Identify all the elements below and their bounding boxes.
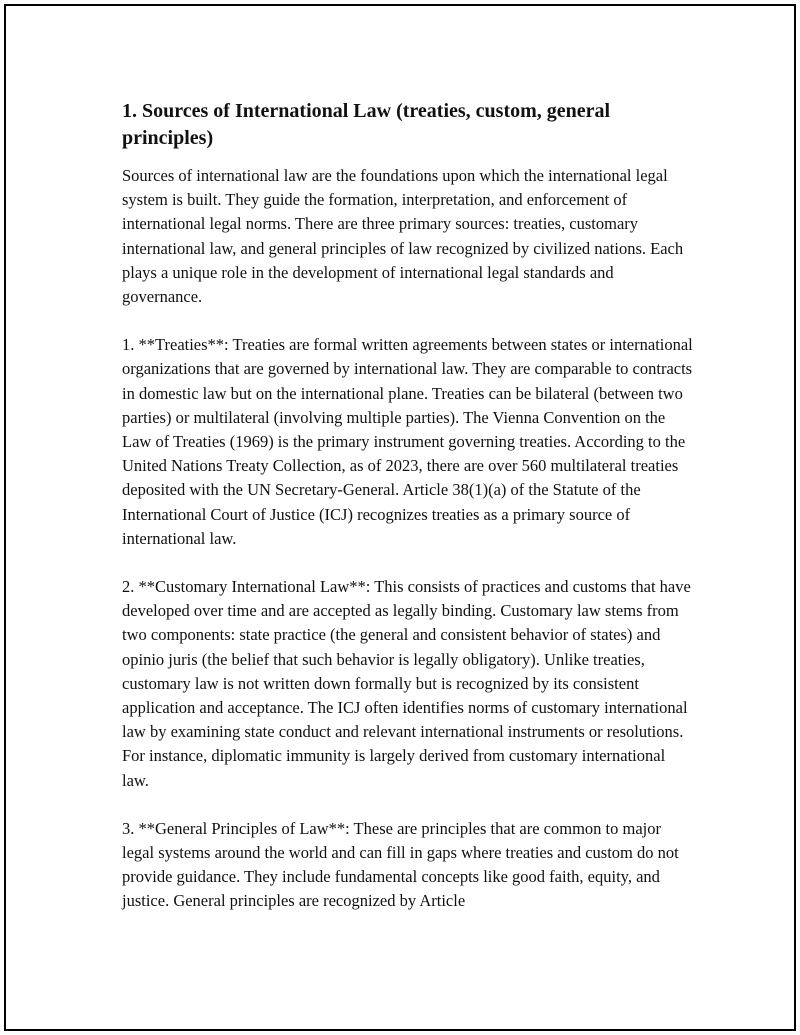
page-frame xyxy=(4,4,796,1031)
general-principles-paragraph: 3. **General Principles of Law**: These are principles that are common to major legal systems around the world and can fill in gaps where treaties and custom do not provide guidance. They include fundamental concepts like good faith, equity, and justice. General principles are recognized by Article xyxy=(122,818,679,911)
intro-paragraph: Sources of international law are the foundations upon which the international legal system is built. They guide the formation, interpretation, and enforcement of international legal norms. There are three primary sources: treaties, customary international law, and general principles of law recognized by civilized nations. Each plays a unique role in the development of international legal standards and governance. xyxy=(122,166,684,307)
customary-law-paragraph: 2. **Customary International Law**: This consists of practices and customs that have developed over time and are accepted as legally binding. Customary law stems from two components: state practice (the general and consistent behavior of states) and opinio juris (the belief that such behavior is legally obligatory). Unlike treaties, customary law is not written down formally but is recognized by its consistent application and acceptance. The ICJ often identifies norms of customary international law by examining state conduct and relevant international instruments or resolutions. For instance, diplomatic immunity is largely derived from customary international law. xyxy=(122,577,691,790)
section-heading: 1. Sources of International Law (treaties, custom, general principles) xyxy=(122,100,611,149)
document-body xyxy=(122,98,694,938)
treaties-paragraph: 1. **Treaties**: Treaties are formal written agreements between states or international organizations that are governed by international law. They are comparable to contracts in domestic law but on the international plane. Treaties can be bilateral (between two parties) or multilateral (involving multiple parties). The Vienna Convention on the Law of Treaties (1969) is the primary instrument governing treaties. According to the United Nations Treaty Collection, as of 2023, there are over 560 multilateral treaties deposited with the UN Secretary-General. Article 38(1)(a) of the Statute of the International Court of Justice (ICJ) recognizes treaties as a primary source of international law. xyxy=(122,335,693,548)
